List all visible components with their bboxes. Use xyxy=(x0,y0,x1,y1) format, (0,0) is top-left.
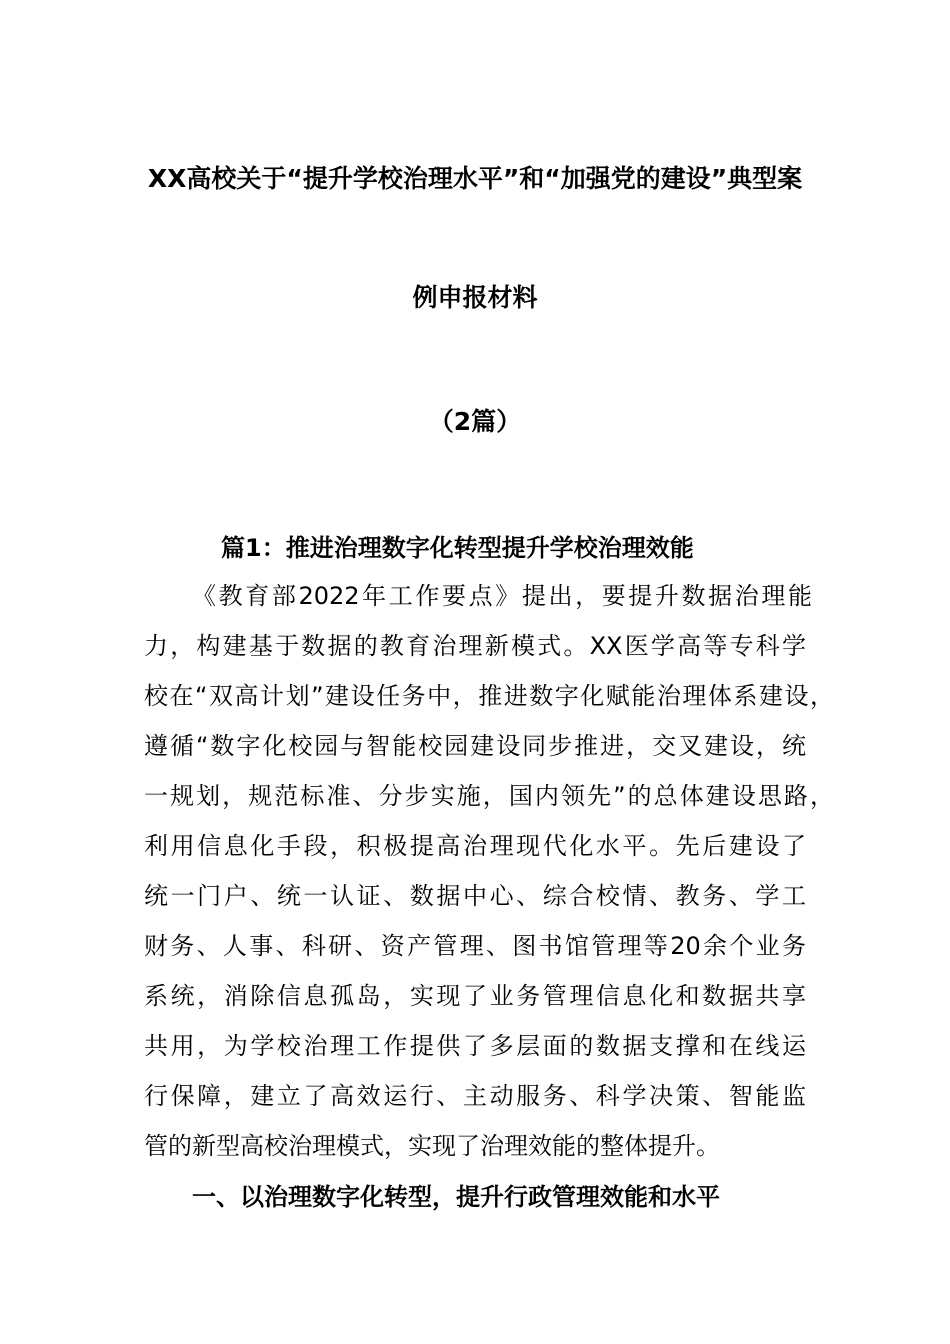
subheading-1: 一、以治理数字化转型，提升行政管理效能和水平 xyxy=(192,1183,720,1211)
section-1-heading: 篇1：推进治理数字化转型提升学校治理效能 xyxy=(221,534,694,562)
paragraph-line: 系统，消除信息孤岛，实现了业务管理信息化和数据共享 xyxy=(144,982,806,1010)
paragraph-line: 统一门户、统一认证、数据中心、综合校情、教务、学工 xyxy=(144,882,806,910)
document-title-line-2: 例申报材料 xyxy=(412,283,538,312)
paragraph-line: 遵循“数字化校园与智能校园建设同步推进，交叉建设，统 xyxy=(144,732,806,760)
paragraph-line: 财务、人事、科研、资产管理、图书馆管理等20余个业务 xyxy=(144,932,806,960)
paragraph-line: 一规划，规范标准、分步实施，国内领先”的总体建设思路， xyxy=(144,782,834,810)
paragraph-line: 管的新型高校治理模式，实现了治理效能的整体提升。 xyxy=(144,1132,720,1160)
document-title-line-1: XX高校关于“提升学校治理水平”和“加强党的建设”典型案 xyxy=(147,164,803,193)
paragraph-line: 校在“双高计划”建设任务中，推进数字化赋能治理体系建设， xyxy=(144,682,834,710)
paragraph-line: 力，构建基于数据的教育治理新模式。XX医学高等专科学 xyxy=(144,632,806,660)
paragraph-line: 共用，为学校治理工作提供了多层面的数据支撑和在线运 xyxy=(144,1032,806,1060)
paragraph-line: 行保障，建立了高效运行、主动服务、科学决策、智能监 xyxy=(144,1082,806,1110)
paragraph-line: 《教育部2022年工作要点》提出，要提升数据治理能 xyxy=(192,582,812,610)
paragraph-line: 利用信息化手段，积极提高治理现代化水平。先后建设了 xyxy=(144,832,806,860)
document-subtitle: （2篇） xyxy=(428,407,522,436)
